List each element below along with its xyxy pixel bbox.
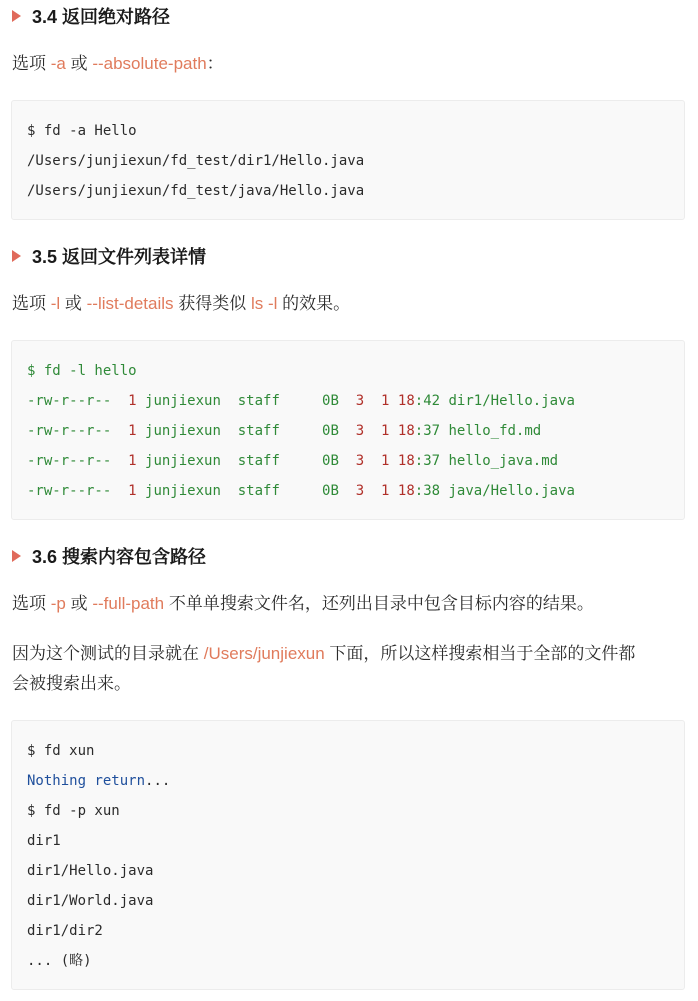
text: 选项 [12,54,51,73]
code-line-nothing-return [27,766,669,796]
day: 1 [364,453,390,469]
text: 选项 [12,594,51,613]
file-size: 0B [322,393,339,409]
file-size: 0B [322,423,339,439]
code-line: dir1/dir2 [27,923,103,939]
hour: 18 [389,453,415,469]
code-line: $ fd -a Hello [27,123,137,139]
file-size: 0B [322,483,339,499]
day: 1 [364,423,390,439]
link-count: 1 [111,483,146,499]
code-line: dir1/World.java [27,893,154,909]
code-line: /Users/junjiexun/fd_test/java/Hello.java [27,183,365,199]
code-line-command: $ fd -l hello [27,363,137,379]
code-line: /Users/junjiexun/fd_test/dir1/Hello.java [27,153,365,169]
file-permissions: -rw-r--r-- [27,423,112,439]
ls-output-row [27,386,669,416]
inline-code-option: --full-path [92,594,165,613]
inline-code-option: -p [50,594,66,613]
text: 或 [65,54,93,73]
keyword-nothing: Nothing [27,773,87,789]
ls-output-row [27,446,669,476]
minute: :38 [414,483,449,499]
month: 3 [338,453,365,469]
code-line: $ fd -p xun [27,803,120,819]
text: 或 [60,294,87,313]
month: 3 [338,483,365,499]
text: 因为这个测试的目录就在 [12,644,204,663]
code-block-list-details [11,340,685,520]
paragraph-list-details [12,289,686,319]
code-line: ... (略) [27,953,92,969]
text: 或 [65,594,93,613]
heading-marker-icon [12,10,21,22]
owner-group: junjiexun staff [145,423,323,439]
text: 获得类似 [173,294,251,313]
owner-group: junjiexun staff [145,483,323,499]
section-heading-3-6 [12,541,206,571]
section-title: 3.6 搜索内容包含路径 [32,547,207,567]
code-line: $ fd xun [27,743,95,759]
section-title: 3.5 返回文件列表详情 [32,247,207,267]
minute: :42 [414,393,449,409]
text: 会被搜索出来。 [12,674,131,693]
code-block-absolute-path [11,100,685,220]
text: 不单单搜索文件名，还列出目录中包含目标内容的结果。 [164,594,594,613]
inline-code-option: -l [50,294,61,313]
link-count: 1 [111,393,146,409]
paragraph-full-path [12,589,686,619]
hour: 18 [389,423,415,439]
file-name: dir1/Hello.java [448,393,575,409]
file-permissions: -rw-r--r-- [27,453,112,469]
month: 3 [338,393,365,409]
text: ： [206,54,224,73]
keyword-return: return [94,773,146,789]
day: 1 [364,393,390,409]
owner-group: junjiexun staff [145,393,323,409]
file-size: 0B [322,453,339,469]
file-name: java/Hello.java [448,483,575,499]
inline-code-option: --absolute-path [92,54,207,73]
code-block-full-path [11,720,685,990]
inline-code-option: -a [50,54,66,73]
section-heading-3-5 [12,241,206,271]
text: 的效果。 [277,294,351,313]
hour: 18 [389,393,415,409]
file-name: hello_java.md [448,453,559,469]
ls-output-row [27,476,669,506]
section-title: 3.4 返回绝对路径 [32,7,171,27]
section-heading-3-4 [12,1,170,31]
code-line: dir1/Hello.java [27,863,154,879]
link-count: 1 [111,423,146,439]
ls-output-row [27,416,669,446]
month: 3 [338,423,365,439]
paragraph-test-directory [12,639,686,699]
file-permissions: -rw-r--r-- [27,483,112,499]
minute: :37 [414,423,449,439]
text: 选项 [12,294,51,313]
heading-marker-icon [12,550,21,562]
heading-marker-icon [12,250,21,262]
ellipsis: ... [145,773,171,789]
inline-code-option: --list-details [86,294,174,313]
file-name: hello_fd.md [448,423,542,439]
hour: 18 [389,483,415,499]
inline-code-path: /Users/junjiexun [203,644,325,663]
owner-group: junjiexun staff [145,453,323,469]
minute: :37 [414,453,449,469]
link-count: 1 [111,453,146,469]
file-permissions: -rw-r--r-- [27,393,112,409]
text: 下面，所以这样搜索相当于全部的文件都 [324,644,636,663]
day: 1 [364,483,390,499]
paragraph-absolute-path [12,49,686,79]
inline-code-command: ls -l [251,294,278,313]
code-line: dir1 [27,833,61,849]
